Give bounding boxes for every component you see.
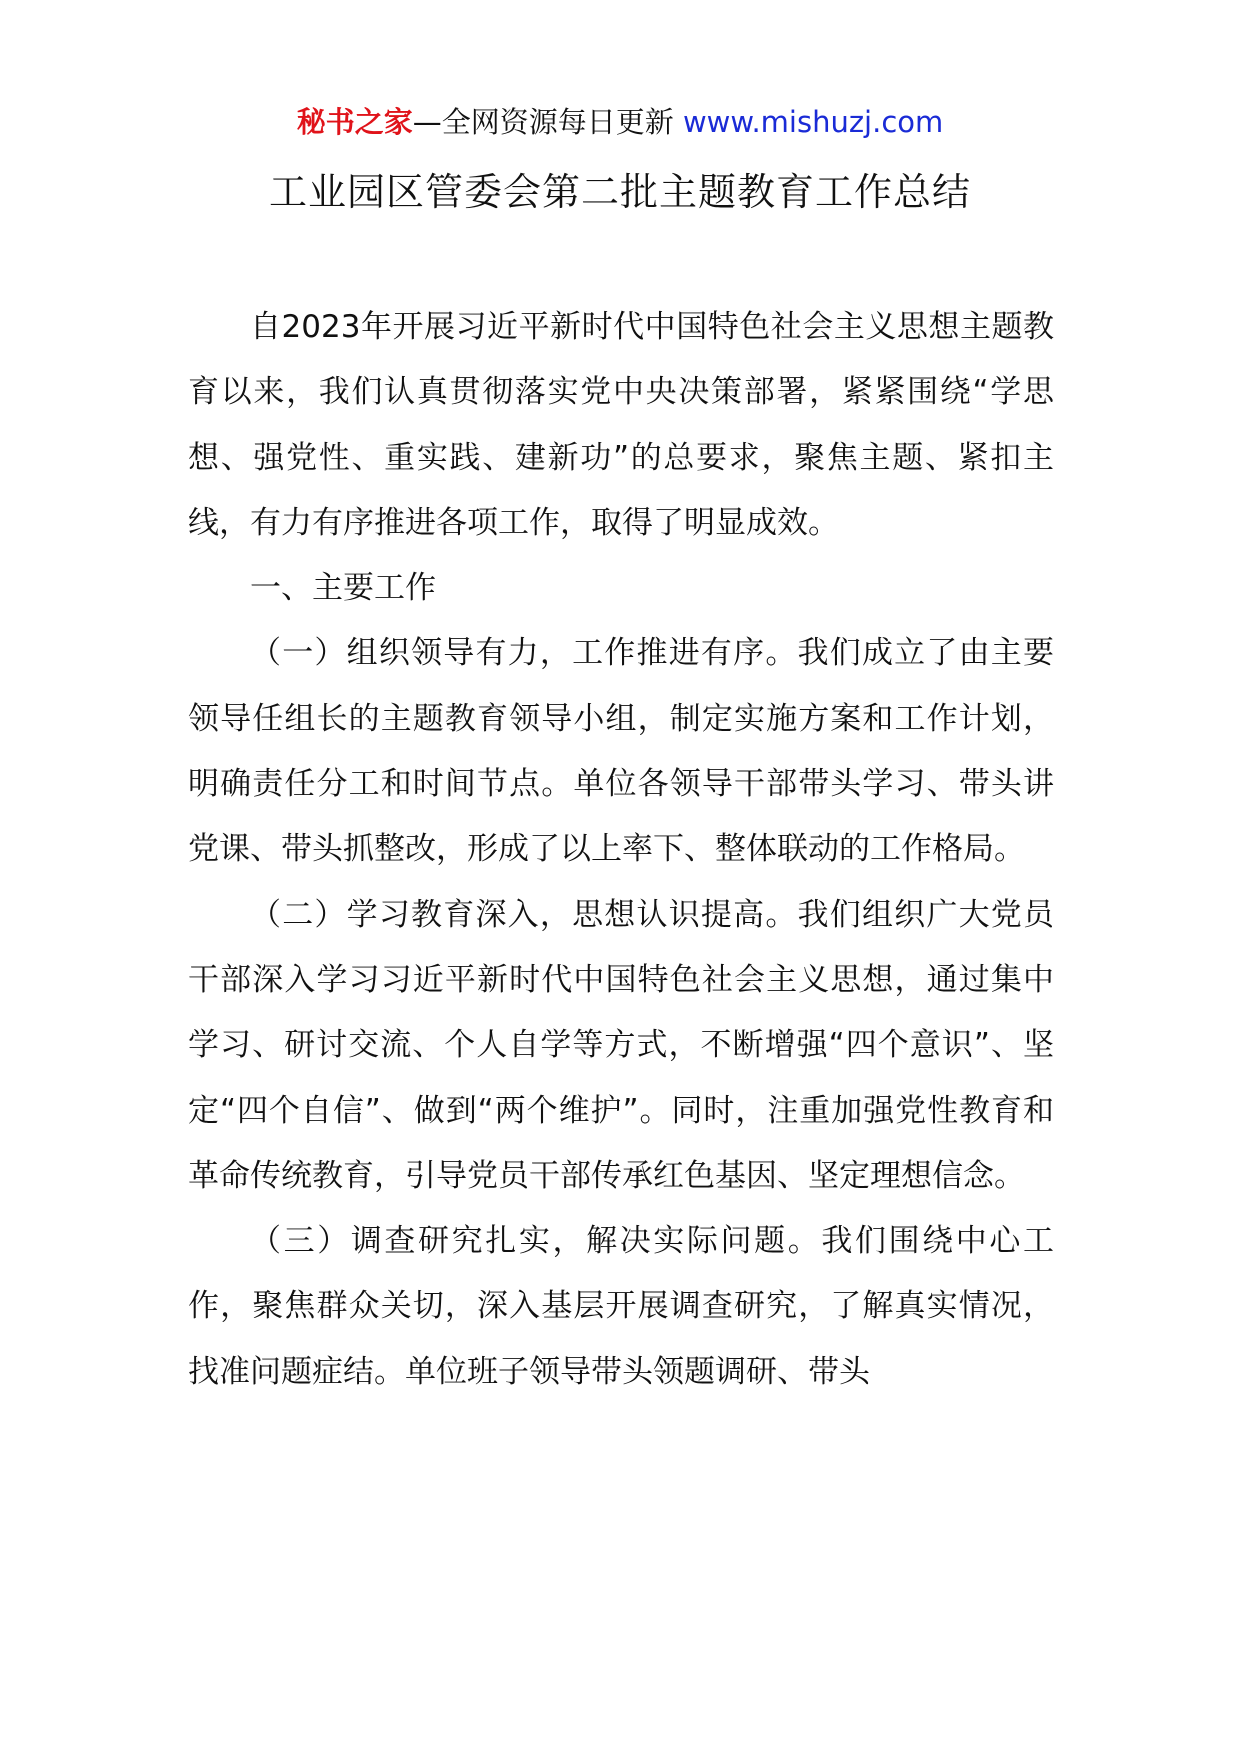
intro-paragraph: 自2023年开展习近平新时代中国特色社会主义思想主题教育以来，我们认真贯彻落实党中央决策部署，紧紧围绕“学思想、强党性、重实践、建新功”的总要求，聚焦主题、紧扣主线，有力有序推进各项工作，取得了明显成效。 [188,309,1054,541]
site-tagline: —全网资源每日更新 [412,105,683,139]
site-brand: 秘书之家 [296,105,413,139]
site-header [0,102,1240,142]
document-title: 工业园区管委会第二批主题教育工作总结 [268,170,971,214]
body-paragraph: （二）学习教育深入，思想认识提高。我们组织广大党员干部深入学习习近平新时代中国特色社会主义思想，通过集中学习、研讨交流、个人自学等方式，不断增强“四个意识”、坚定“四个自信”、做到“两个维护”。同时，注重加强党性教育和革命传统教育，引导党员干部传承红色基因、坚定理想信念。 [188,896,1054,1194]
body-paragraph: （一）组织领导有力，工作推进有序。我们成立了由主要领导任组长的主题教育领导小组，制定实施方案和工作计划，明确责任分工和时间节点。单位各领导干部带头学习、带头讲党课、带头抓整改，形成了以上率下、整体联动的工作格局。 [188,635,1054,868]
section-heading: 一、主要工作 [250,570,436,607]
site-url-link[interactable]: www.mishuzj.com [682,105,944,139]
document-body [188,295,1054,1405]
body-paragraph: （三）调查研究扎实，解决实际问题。我们围绕中心工作，聚焦群众关切，深入基层开展调查研究，了解真实情况，找准问题症结。单位班子领导带头领题调研、带头 [188,1223,1054,1390]
